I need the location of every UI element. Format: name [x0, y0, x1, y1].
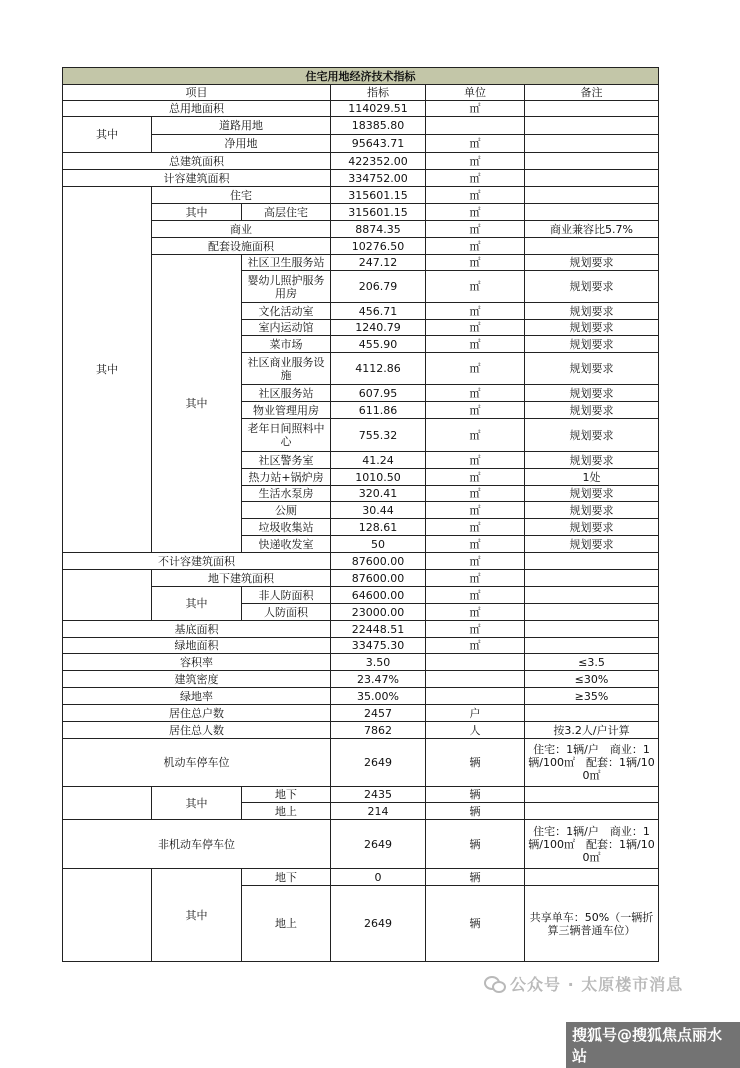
group-label: 其中 [152, 255, 242, 553]
row-note: 规划要求 [525, 452, 659, 469]
row-note [525, 803, 659, 820]
table-row [63, 621, 659, 638]
table-row [63, 654, 659, 671]
row-value: 41.24 [331, 452, 426, 469]
row-value: 2649 [331, 886, 426, 962]
group-label: 其中 [63, 187, 152, 553]
row-note: 规划要求 [525, 353, 659, 385]
row-label: 婴幼儿照护服务用房 [242, 271, 331, 303]
table-row [63, 722, 659, 739]
header-indicator: 指标 [331, 85, 426, 101]
row-note: 规划要求 [525, 303, 659, 320]
row-unit: ㎡ [426, 638, 525, 654]
row-note [525, 621, 659, 638]
row-unit: ㎡ [426, 204, 525, 221]
title-row [63, 68, 659, 85]
row-note [525, 869, 659, 886]
row-value: 755.32 [331, 419, 426, 452]
row-label: 配套设施面积 [152, 238, 331, 255]
row-value: 64600.00 [331, 587, 426, 604]
row-label: 不计容建筑面积 [63, 553, 331, 570]
row-label: 地上 [242, 886, 331, 962]
row-note [525, 204, 659, 221]
row-value: 607.95 [331, 385, 426, 402]
row-unit: ㎡ [426, 519, 525, 536]
row-unit: ㎡ [426, 502, 525, 519]
table-row [63, 688, 659, 705]
row-label: 总用地面积 [63, 101, 331, 117]
row-label: 地下建筑面积 [152, 570, 331, 587]
row-note [525, 705, 659, 722]
row-note [525, 135, 659, 153]
row-label: 建筑密度 [63, 671, 331, 688]
table-row [63, 869, 659, 886]
row-label: 文化活动室 [242, 303, 331, 320]
row-unit: ㎡ [426, 101, 525, 117]
table-row [63, 187, 659, 204]
row-label: 快递收发室 [242, 536, 331, 553]
table-row [63, 135, 659, 153]
row-value: 23000.00 [331, 604, 426, 621]
table-row [63, 638, 659, 654]
table-row [63, 739, 659, 787]
row-note [525, 604, 659, 621]
group-label: 其中 [152, 204, 242, 221]
table-row [63, 553, 659, 570]
row-value: 35.00% [331, 688, 426, 705]
row-unit [426, 117, 525, 135]
row-label: 道路用地 [152, 117, 331, 135]
row-unit: 辆 [426, 869, 525, 886]
row-label: 社区商业服务设施 [242, 353, 331, 385]
row-value: 10276.50 [331, 238, 426, 255]
row-unit: 辆 [426, 820, 525, 869]
header-item: 项目 [63, 85, 331, 101]
group-label: 其中 [152, 869, 242, 962]
row-unit: ㎡ [426, 385, 525, 402]
table-row [63, 705, 659, 722]
group-label: 其中 [152, 787, 242, 820]
row-note: 规划要求 [525, 536, 659, 553]
watermark [484, 972, 683, 995]
row-unit: 辆 [426, 739, 525, 787]
row-label: 社区服务站 [242, 385, 331, 402]
row-label: 室内运动馆 [242, 320, 331, 336]
row-spacer [63, 869, 152, 962]
wechat-icon [484, 976, 504, 992]
row-label: 居住总户数 [63, 705, 331, 722]
table-row [63, 570, 659, 587]
row-note: 共享单车：50%（一辆折算三辆普通车位） [525, 886, 659, 962]
row-label: 商业 [152, 221, 331, 238]
row-unit: ㎡ [426, 303, 525, 320]
row-unit: ㎡ [426, 419, 525, 452]
row-note: 规划要求 [525, 502, 659, 519]
row-label: 垃圾收集站 [242, 519, 331, 536]
row-unit: ㎡ [426, 604, 525, 621]
row-label: 基底面积 [63, 621, 331, 638]
row-unit: ㎡ [426, 452, 525, 469]
header-unit: 单位 [426, 85, 525, 101]
row-unit: ㎡ [426, 486, 525, 502]
row-note [525, 587, 659, 604]
row-value: 3.50 [331, 654, 426, 671]
row-note: ≤3.5 [525, 654, 659, 671]
row-label: 非机动车停车位 [63, 820, 331, 869]
row-label: 住宅 [152, 187, 331, 204]
row-unit: ㎡ [426, 402, 525, 419]
row-value: 0 [331, 869, 426, 886]
row-label: 地上 [242, 803, 331, 820]
group-label: 其中 [152, 587, 242, 621]
row-note [525, 570, 659, 587]
row-value: 30.44 [331, 502, 426, 519]
row-value: 128.61 [331, 519, 426, 536]
row-unit [426, 654, 525, 671]
row-label: 生活水泵房 [242, 486, 331, 502]
row-label: 总建筑面积 [63, 153, 331, 170]
row-note: 规划要求 [525, 320, 659, 336]
row-note [525, 787, 659, 803]
table-title: 住宅用地经济技术指标 [63, 68, 659, 85]
row-value: 247.12 [331, 255, 426, 271]
table-row [63, 787, 659, 803]
row-value: 4112.86 [331, 353, 426, 385]
row-value: 95643.71 [331, 135, 426, 153]
row-unit: ㎡ [426, 621, 525, 638]
row-label: 物业管理用房 [242, 402, 331, 419]
row-unit: ㎡ [426, 187, 525, 204]
row-unit: 辆 [426, 803, 525, 820]
row-value: 320.41 [331, 486, 426, 502]
row-note [525, 170, 659, 187]
table-row [63, 238, 659, 255]
row-note: 规划要求 [525, 519, 659, 536]
row-label: 绿地面积 [63, 638, 331, 654]
row-note: 规划要求 [525, 336, 659, 353]
row-unit: ㎡ [426, 271, 525, 303]
row-unit: 人 [426, 722, 525, 739]
row-label: 计容建筑面积 [63, 170, 331, 187]
row-value: 206.79 [331, 271, 426, 303]
row-note: 住宅：1辆/户 商业：1辆/100㎡ 配套：1辆/100㎡ [525, 739, 659, 787]
row-value: 50 [331, 536, 426, 553]
row-label: 居住总人数 [63, 722, 331, 739]
row-unit: ㎡ [426, 221, 525, 238]
row-unit: ㎡ [426, 553, 525, 570]
row-value: 114029.51 [331, 101, 426, 117]
row-note: 住宅：1辆/户 商业：1辆/100㎡ 配套：1辆/100㎡ [525, 820, 659, 869]
table-row [63, 117, 659, 135]
row-note: ≤30% [525, 671, 659, 688]
row-value: 8874.35 [331, 221, 426, 238]
row-value: 334752.00 [331, 170, 426, 187]
row-value: 455.90 [331, 336, 426, 353]
row-value: 2649 [331, 820, 426, 869]
row-unit: ㎡ [426, 320, 525, 336]
row-note: 规划要求 [525, 271, 659, 303]
row-note [525, 187, 659, 204]
row-label: 社区警务室 [242, 452, 331, 469]
row-label: 地下 [242, 869, 331, 886]
row-label: 机动车停车位 [63, 739, 331, 787]
row-note: 规划要求 [525, 385, 659, 402]
row-label: 地下 [242, 787, 331, 803]
row-label: 净用地 [152, 135, 331, 153]
row-unit: ㎡ [426, 135, 525, 153]
row-label: 老年日间照料中心 [242, 419, 331, 452]
row-label: 绿地率 [63, 688, 331, 705]
row-unit: 辆 [426, 787, 525, 803]
row-label: 人防面积 [242, 604, 331, 621]
row-note [525, 638, 659, 654]
row-note [525, 238, 659, 255]
row-label: 社区卫生服务站 [242, 255, 331, 271]
row-unit: 辆 [426, 886, 525, 962]
row-value: 2649 [331, 739, 426, 787]
row-value: 18385.80 [331, 117, 426, 135]
row-unit: 户 [426, 705, 525, 722]
row-spacer [63, 570, 152, 621]
row-note: 商业兼容比5.7% [525, 221, 659, 238]
row-value: 422352.00 [331, 153, 426, 170]
row-value: 315601.15 [331, 204, 426, 221]
row-value: 33475.30 [331, 638, 426, 654]
row-unit: ㎡ [426, 238, 525, 255]
row-unit: ㎡ [426, 170, 525, 187]
row-unit: ㎡ [426, 336, 525, 353]
row-note [525, 101, 659, 117]
row-value: 456.71 [331, 303, 426, 320]
row-note [525, 553, 659, 570]
row-value: 611.86 [331, 402, 426, 419]
row-value: 1010.50 [331, 469, 426, 486]
row-note: 1处 [525, 469, 659, 486]
row-value: 214 [331, 803, 426, 820]
row-unit: ㎡ [426, 353, 525, 385]
table-row [63, 255, 659, 271]
row-unit [426, 688, 525, 705]
row-note: ≥35% [525, 688, 659, 705]
table-row [63, 587, 659, 604]
row-unit: ㎡ [426, 587, 525, 604]
row-note [525, 153, 659, 170]
group-label: 其中 [63, 117, 152, 153]
row-value: 87600.00 [331, 570, 426, 587]
row-label: 菜市场 [242, 336, 331, 353]
row-unit: ㎡ [426, 570, 525, 587]
watermark-text: 公众号 · 太原楼市消息 [510, 975, 684, 994]
table-row [63, 204, 659, 221]
table-row [63, 820, 659, 869]
row-value: 23.47% [331, 671, 426, 688]
technical-indicators-table [62, 67, 659, 962]
table-row [63, 170, 659, 187]
row-value: 1240.79 [331, 320, 426, 336]
row-value: 87600.00 [331, 553, 426, 570]
row-note: 规划要求 [525, 419, 659, 452]
row-note: 规划要求 [525, 402, 659, 419]
row-note: 按3.2人/户计算 [525, 722, 659, 739]
source-tag: 搜狐号@搜狐焦点丽水站 [566, 1022, 740, 1068]
row-note: 规划要求 [525, 486, 659, 502]
table-row [63, 221, 659, 238]
row-value: 2457 [331, 705, 426, 722]
row-label: 热力站+锅炉房 [242, 469, 331, 486]
row-value: 22448.51 [331, 621, 426, 638]
row-unit: ㎡ [426, 469, 525, 486]
row-value: 315601.15 [331, 187, 426, 204]
row-unit [426, 671, 525, 688]
row-unit: ㎡ [426, 153, 525, 170]
row-label: 公厕 [242, 502, 331, 519]
row-spacer [63, 787, 152, 820]
table-row [63, 671, 659, 688]
row-note [525, 117, 659, 135]
row-unit: ㎡ [426, 536, 525, 553]
row-label: 容积率 [63, 654, 331, 671]
row-label: 高层住宅 [242, 204, 331, 221]
row-value: 2435 [331, 787, 426, 803]
row-note: 规划要求 [525, 255, 659, 271]
header-note: 备注 [525, 85, 659, 101]
table-row [63, 153, 659, 170]
row-unit: ㎡ [426, 255, 525, 271]
table-row [63, 101, 659, 117]
row-label: 非人防面积 [242, 587, 331, 604]
header-row [63, 85, 659, 101]
row-value: 7862 [331, 722, 426, 739]
